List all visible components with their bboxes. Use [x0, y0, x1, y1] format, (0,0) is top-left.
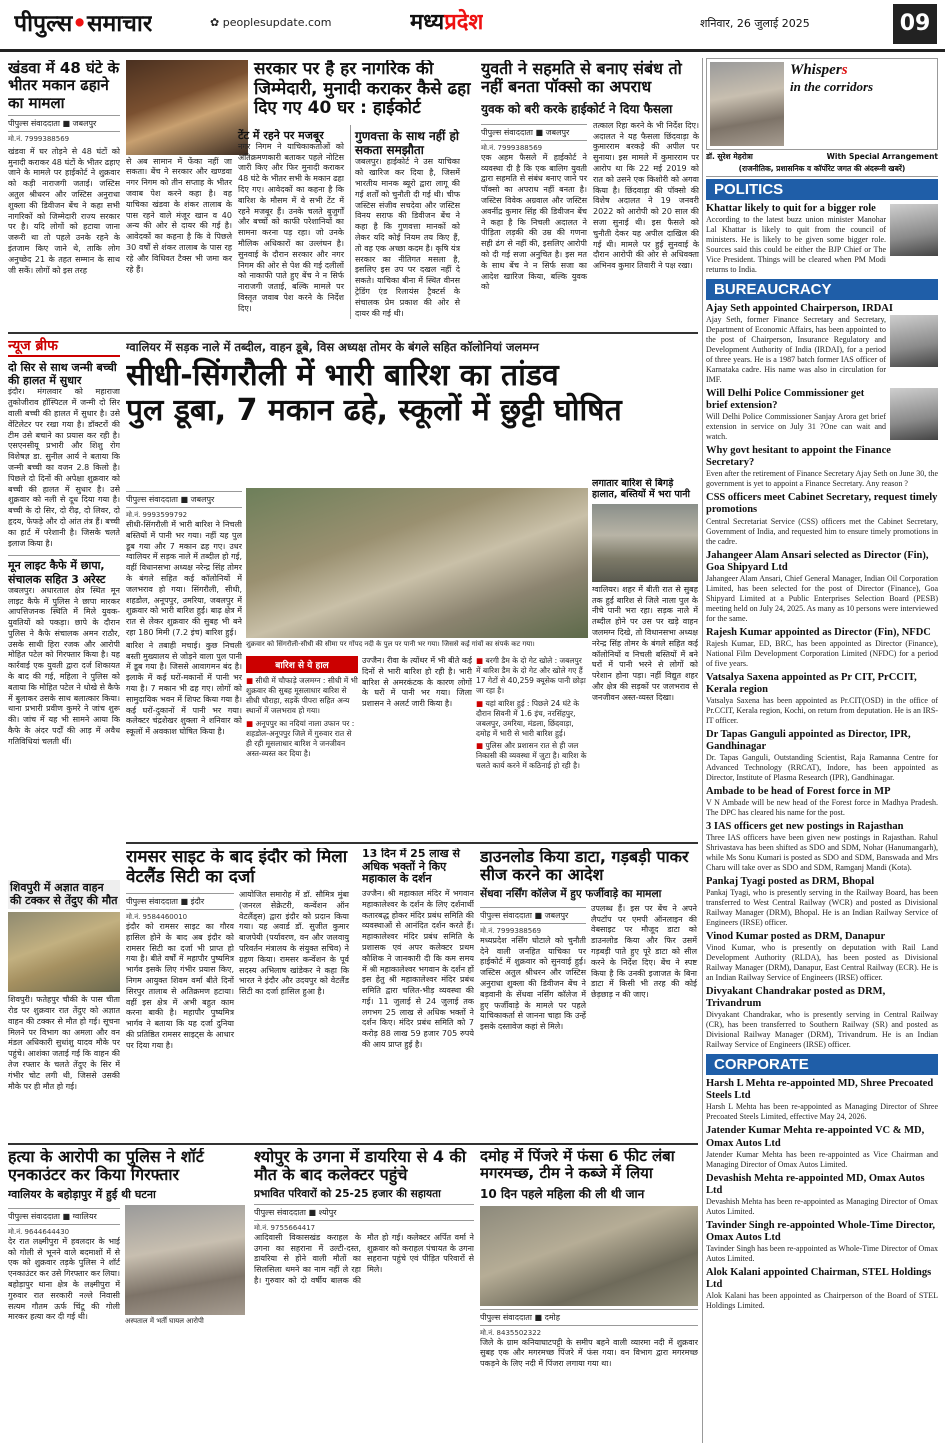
item-text: V N Ambade will be new head of the Forest force in Madhya Pradesh. The DPC has cleared his name for the post.: [706, 798, 938, 817]
headline: खंडवा में 48 घंटे के भीतर मकान ढहाने का मामला: [8, 60, 120, 112]
item-text: Vinod Kumar, who is presently on deputation with Rail Land Development Authority (RLDA), has been posted as Divisional Railway Manager (DRM), Danapur, East Central Railway (ECR). He is an Indian Railway Service of Engineers (IRSE) officer.: [706, 943, 938, 983]
headline: शिवपुरी में अज्ञात वाहन की टक्कर से तेंदुए की मौत: [8, 880, 120, 909]
story-col-2: उपलब्ध हैं। इस पर बेंच ने अपने लैपटॉप पर एमपी ऑनलाइन की वेबसाइट पर मौजूद डाटा को डाउनलोड किया और फिर उसमें गड़बड़ी पाते हुए पूरे डाटा को सील करने के निर्देश दिए। बेंच ने स्पष्ट किया है कि उनकी इजाजत के बिना डाटा में किसी भी तरह की कोई छेड़छाड़ न की जाए।: [591, 903, 697, 1000]
item-text: Pankaj Tyagi, who is presently serving in the Railway Board, has been transferred to West Central Railway (WCR) and posted as Divisional Railway Manager (DRM), Bhopal. He is an Indian Railway Service of Engineers (IRSE) officer.: [706, 888, 938, 928]
subhead: टेंट में रहने पर मजबूर: [238, 128, 324, 142]
crocodile-cage-photo: [480, 1206, 698, 1306]
story-sheopur: [254, 1148, 474, 1443]
brief-body: इंदौर। मंगलवार को महाराजा तुकोजीराव हॉस्पिटल में जन्मी दो सिर वाली बच्ची की हालत में सुधार है। उसे वेंटिलेटर पर रखा गया है। डॉक्टरों की टीम उसे बचाने का प्रयास कर रही है। एसएनसीयू प्रभारी और शिशु रोग विशेषज्ञ डा. सुनील आर्य ने बताया कि जन्मी बच्ची का वजन 2.8 किलो है। पिछले दो दिनों की अपेक्षा शुक्रवार को बच्ची की हालत में सुधार है। उसे शुक्रवार को नली से दूध दिया गया है। बच्ची के दो सिर, दो रीढ़, दो लिवर, दो हृदय, फेफड़े और दो आंत तंत्र हैं। बच्ची का हार्ट में परेशानी है। जिसके चलते इलाज किया है।: [8, 387, 120, 548]
mobile-number: मो.नं. 9644644430: [8, 1227, 70, 1236]
mobile-number: मो.नं. 7999388569: [481, 143, 543, 152]
mobile-number: मो.नं. 9584460010: [126, 913, 188, 922]
item-text: Jahangeer Alam Ansari, Chief General Manager, Indian Oil Corporation Limited, has been selected for the post of Director (Finance), Goa Shipyard Limited at a Public Enterprises Selection Board (PESB) meeting held on July 24, 2025. As many as 10 persons were interviewed for the same.: [706, 573, 938, 623]
item-headline: Devashish Mehta re-appointed MD, Omax Autos Ltd: [706, 1172, 925, 1196]
story-body: शिवपुरी। फतेहपुर चौकी के पास चीता रोड पर शुक्रवार रात तेंदुए को अज्ञात वाहन की टक्कर से मौत हो गई। सूचना मिलने पर विभाग का अमला और वन मंडल अधिकारी सुधांशु यादव मौके पर पहुंचे। आशंका जताई गई कि वाहन की तेज रफ्तार के चलते तेंदुए के सिर में गंभीर चोट लगी थी, जिससे उसकी मौके पर ही मौत हो गई।: [8, 995, 120, 1091]
item-headline: Alok Kalani appointed Chairman, STEL Holdings Ltd: [706, 1266, 932, 1290]
item-headline: Pankaj Tyagi posted as DRM, Bhopal: [706, 876, 875, 888]
headline: रामसर साइट के बाद इंदौर को मिला वेटलैंड सिटी का दर्जा: [126, 848, 348, 887]
item-headline: Ajay Seth appointed Chairperson, IRDAI: [706, 303, 893, 315]
byline: पीपुल्स संवाददाता ■ श्योपुर: [254, 1204, 474, 1221]
columnist-name: डॉ. सुरेश मेहरोत्रा: [706, 152, 753, 161]
headline: दमोह में पिंजरे में फंसा 6 फीट लंबा मगरमच्छ, टीम ने कब्जे में लिया: [480, 1148, 675, 1183]
item-text: Vatsalya Saxena has been appointed as Pr.CIT(OSD) in the office of Pr.CCIT, Kerala region, Kochi, on return from deputation. He is an IRS-IT officer.: [706, 695, 938, 725]
news-brief-title: न्यूज ब्रीफ: [8, 336, 120, 357]
item-headline: CSS officers meet Cabinet Secretary, request timely promotions: [706, 492, 938, 516]
story-data: [480, 848, 698, 1138]
side-body: ग्वालियर। शहर में बीती रात से सुबह तक हुई बारिश से जिले नाला पुल के नीचे पानी भरा रहा। सड़क नाले में तब्दील होने पर उस पर खड़े वाहन जलमग्न दिखे, तो विधानसभा अध्यक्ष नरेन्द्र सिंह तोमर के बंगले सहित कई कॉलोनियों व निचली बस्तियों में बने घरों में पानी भरने से लोगों को परेशान होना पड़ा। नहीं विद्युत शहर और क्षेत्र की सड़कों पर जलभराव से जनजीवन अस्त-व्यस्त दिखा।: [592, 584, 698, 702]
flood-box-2: [476, 656, 588, 834]
page-number: 09: [893, 4, 937, 44]
item-headline: Khattar likely to quit for a bigger role: [706, 203, 876, 214]
story-col-2: तत्काल रिहा करने के भी निर्देश दिए। अदालत ने यह फैसला छिंदवाड़ा के कुमारराम बरकड़े की अपील पर सुनाया। इस मामले में कुमारराम पर आरोप था कि 22 मई 2019 को रात को उसने एक किशोरी को अगवा किया है। छिंदवाड़ा की पॉक्सो की विशेष अदालत ने 19 जनवरी 2022 को आरोपी को 20 साल की सजा सुनाई थी। इस फैसले को चुनौती देकर यह अपील दाखिल की गई थी। मामले पर हुई सुनवाई के दौरान आरोपी की ओर से अधिवक्ता अभिनव कुमार तिवारी ने पक्ष रखा।: [593, 120, 699, 271]
headline: डाउनलोड किया डाटा, गड़बड़ी पाकर सीज करने का आदेश: [480, 848, 689, 885]
sidebar-tagline: (राजनीतिक, प्रशासनिक व कॉर्पोरेट जगत की अंदरूनी खबरें): [706, 164, 938, 177]
item-text: Central Secretariat Service (CSS) officers met the Cabinet Secretary, Government of India, and requested him to ensure timely promotions in the cadre.: [706, 516, 938, 546]
byline: पीपुल्स संवाददाता ■ दमोह: [480, 1309, 698, 1326]
bullet-item: ■ अनूपपुर का नदियां नाला उफान पर : शहडोल-अनूपपुर जिले में गुरुवार रात से ही रही मूसलाधार बारिश ने जनजीवन अस्त-व्यस्त कर दिया है।: [246, 719, 358, 760]
subhead: 10 दिन पहले महिला की ली थी जान: [480, 1186, 645, 1201]
politics-header: POLITICS: [706, 179, 938, 200]
item-headline: Dr Tapas Ganguli appointed as Director, IPR, Gandhinagar: [706, 728, 911, 752]
corporate-header: CORPORATE: [706, 1054, 938, 1075]
side-headline: लगातार बारिश से बिगड़े हालात, बस्तियों में भरा पानी: [592, 478, 690, 501]
story-body: जिले के ग्राम कनियाघाटपट्टी के समीप बहने वाली व्यारमा नदी में शुक्रवार सुबह एक और मगरमच्छ पिंजरे में फंस गया। वन विभाग द्वारा मगरमच्छ पकड़ने के लिए नदी में पिंजरा लगाया गया था।: [480, 1337, 698, 1369]
divider: [8, 1143, 698, 1145]
news-brief: [8, 336, 120, 876]
story-col-3: जबलपुर। हाईकोर्ट ने उस याचिका को खारिज कर दिया है, जिसमें भारतीय मानक ब्यूरो द्वारा लागू की गई शर्तों को चुनौती दी गई थी। चीफ जस्टिस संजीव सचदेवा और जस्टिस विनय सराफ की डिवीजन बेंच ने कहा है कि गुणवत्ता मानकों को लेकर यदि कोई नियम तय किए हैं, तो वह एक अच्छा कदम है। कृषि यंत्र सरकार का नीतिगत मसला है, इसलिए इस उप पर दखल नहीं दे सकते। याचिका बीना में स्थित वीनस ट्रेडिंग एंड रिलायंस ट्रैक्टर्स के संचालक प्रेम प्रकाश की ओर से दायर की गई थी।: [355, 157, 460, 318]
bullet-item: ■ यहां बारिश हुई : पिछले 24 घंटे के दौरान सिवनी में 1.6 इंच, नरसिंहपुर, जबलपुर, उमरिया, मंडला, छिंदवाड़ा, दमोह में भारी से भारी बारिश हुई।: [476, 699, 588, 740]
byline: पीपुल्स संवाददाता ■ जबलपुर: [481, 124, 587, 141]
flood-col-3: उज्जैन। रीवा के त्योंथर में भी बीते कई दिनों से भारी बारिश हो रही है। भारी बारिश से अमरकंटक के कारण लोगों के घरों में पानी भर गया। जिला प्रशासन ने अलर्ट जारी किया है।: [362, 656, 472, 709]
subhead: गुणवत्ता के साथ नहीं हो सकता समझौता: [355, 128, 459, 158]
brand-logo: पीपुल्स•समाचार: [14, 10, 153, 37]
item-headline: Vinod Kumar posted as DRM, Danapur: [706, 931, 886, 943]
khattar-photo: [890, 204, 938, 256]
item-text: Dr. Tapas Ganguli, Outstanding Scientist, Raja Ramanna Centre for Advanced Technology (RRCAT), Indore, has been appointed as Director, Institute of Plasma Research (IPR), Gandhinagar.: [706, 752, 938, 782]
story-col-1: एक अहम फैसले में हाईकोर्ट ने व्यवस्था दी है कि एक बालिग युवती द्वारा सहमति से संबंध बनाए जाने पर पॉक्सो का अपराध नहीं बनता है। जस्टिस विवेक अग्रवाल और जस्टिस अवनींद्र कुमार सिंह की डिवीजन बेंच ने कहा है कि निचली अदालत ने पीड़िता लड़की की उम्र की गणना सही ढंग से नहीं की, इसलिए आरोपी को दी गई सजा अनुचित है। इस मत के साथ बेंच ने न सिर्फ सजा का आदेश खारिज किया, बल्कि युवक को: [481, 152, 587, 292]
divider: [8, 332, 698, 334]
item-headline: Ambade to be head of Forest force in MP: [706, 785, 891, 797]
story-col-1: मध्यप्रदेश नर्सिंग घोटाले को चुनौती देने वाली जनहित याचिका पर हाईकोर्ट में शुक्रवार को सुनवाई हुई। जस्टिस अतुल श्रीधरन और जस्टिस अनुराधा शुक्ला की डिवीजन बेंच ने बड़वानी के सेंधवा नर्सिंग कॉलेज में हुए फर्जीवाड़े के मामले पर पहले याचिकाकर्ता से जानना चाहा कि उन्हें इसके दस्तावेज कहां से मिले।: [480, 935, 586, 1032]
mobile-number: मो.नं. 7999388569: [8, 134, 70, 143]
story-col-2: बारिश ने तबाही मचाई। कुछ निचली बस्ती मुख्यालय से जोड़ने वाला पुल पानी में डूब गया है। जिससे आवागमन बंद है। इलाके में कई घरों-मकानों में पानी भर गया है। 7 मकान भी ढह गए। लोगों को सामुदायिक भवन में शिफ्ट किया गया है। कई घरों-दुकानों में पानी भर गया। कलेक्टर चंद्रशेखर शुक्ला ने शनिवार को स्कूलों में अवकाश घोषित किया है।: [126, 640, 242, 737]
photo-caption: अस्पताल में भर्ती घायल आरोपी: [125, 1316, 204, 1325]
item-headline: Will Delhi Police Commissioner get brief extension?: [706, 388, 865, 412]
item-headline: 3 IAS officers get new postings in Rajasthan: [706, 821, 904, 832]
subhead: युवक को बरी करके हाईकोर्ट ने दिया फैसला: [481, 101, 673, 116]
masthead: [0, 0, 945, 52]
headline: सीधी-सिंगरौली में भारी बारिश का तांडव: [126, 358, 559, 393]
flood-side: [592, 478, 698, 833]
submerged-car-photo: [592, 504, 698, 582]
item-headline: Harsh L Mehta re-appointed MD, Shree Precoated Steels Ltd: [706, 1078, 934, 1102]
story-croc: [480, 1148, 698, 1443]
section-title: मध्यप्रदेश: [410, 9, 484, 35]
item-text: Tavinder Singh has been re-appointed as Whole-Time Director of Omax Autos Limited.: [706, 1243, 938, 1263]
item-headline: Divyakant Chandrakar posted as DRM, Trivandrum: [706, 986, 886, 1010]
story-body: देर रात लक्ष्मीपुरा में हवलदार के भाई को गोली से भूनने वाले बदमाशों में से एक को शुक्रवार तड़के पुलिस ने शॉर्ट एनकाउंटर कर उसे गिरफ्तार कर लिया। बहोड़ापुर थाना क्षेत्र के लक्ष्मीपुरा में गुरुवार रात सरकारी नल्ले निवासी सत्यम गौतम ऊर्फ चिंटू की गोली मारकर हत्या कर दी गई थी।: [8, 1236, 120, 1322]
subhead: प्रभावित परिवारों को 25-25 हजार की सहायता: [254, 1187, 441, 1200]
headline: पुल डूबा, 7 मकान ढहे, स्कूलों में छुट्टी घोषित: [126, 392, 622, 428]
item-headline: Jahangeer Alam Ansari selected as Director (Fin), Goa Shipyard Ltd: [706, 549, 929, 573]
story-leopard: [8, 880, 120, 1130]
headline: युवती ने सहमति से बनाए संबंध तो नहीं बनता पॉक्सो का अपराध: [481, 60, 682, 97]
bullet-item: ■ पुलिस और प्रशासन रात से ही जल निकासी की व्यवस्था में जुटा है। बारिश के चलते कार्य करने में कठिनाई हो रही है।: [476, 741, 588, 771]
photo-caption: शुक्रवार को सिंगरौली-सीधी की सीमा पर गोंपद नदी के पुल पर पानी भर गया। जिससे कई गांवों का संपर्क कट गया।: [246, 640, 535, 648]
item-headline: Jatender Kumar Mehta re-appointed VC & MD, Omax Autos Ltd: [706, 1125, 925, 1149]
arrangement-note: With Special Arrangement: [826, 152, 938, 161]
kicker: ग्वालियर में सड़क नाले में तब्दील, वाहन डूबे, विस अध्यक्ष तोमर के बंगले सहित कॉलोनियां जलमग्न: [126, 340, 539, 354]
byline: पीपुल्स संवाददाता ■ जबलपुर: [126, 491, 242, 508]
byline: पीपुल्स संवाददाता ■ जबलपुर: [480, 907, 586, 924]
bullet-item: ■ बरगी डैम के दो गेट खोले : जबलपुर में बारिश डैम के दो गेट और खोले गए हैं 17 गेटों से 40,259 क्यूसेक पानी छोड़ा जा रहा है।: [476, 656, 588, 697]
brief-headline: मून लाइट कैफे में छापा, संचालक सहित 3 अरेस्ट: [8, 555, 120, 585]
brief-body: जबलपुर। अधारताल क्षेत्र स्थित मून लाइट कैफे में पुलिस ने छापा मारकर आपत्तिजनक स्थिति में मिले युवक-युवतियों को पकड़ा। छापे के दौरान पुलिस ने कैफे संचालक अमन राठौर, उसके साथी हिरा रजक और आरोपी मोहित पटेल को गिरफ्तार किया है। यह कार्रवाई एक युवती द्वारा दर्ज शिकायत के बाद की गई, महिला ने पुलिस को बताया कि मोहित पटेल ने धोखे से कैफे में बुलाकर उसके साथ बलात्कार किया। थाना प्रभारी प्रवीण कुमरे ने जांच शुरू की। जांच में यह भी सामने आया कि कैफे के अंदर पर्दों की आड़ में अवैध गतिविधियां चलती थीं।: [8, 585, 120, 746]
headline: हत्या के आरोपी का पुलिस ने शॉर्ट एनकाउंटर कर किया गिरफ्तार: [8, 1148, 204, 1185]
item-text: Will Delhi Police Commissioner Sanjay Arora get brief extension in service on July 31 ?One can wait and watch.: [706, 412, 886, 442]
story-col-1: इंदौर को रामसर साइट का गौरव हासिल होने के बाद अब इंदौर को रामसर सिटी का दर्जा भी प्राप्त हो गया है। बीते वर्षों में महापौर पुष्यमित्र भार्गव इसके लिए गंभीर प्रयास किए, निगम आयुक्त शिवम वर्मा बीते दिनों सिरपुर तालाब से अतिक्रमण हटाया। वहीं इस क्षेत्र में अभी बहुत काम करना बाकी है। महापौर पुष्यमित्र भार्गव ने बताया कि यह दर्जा दुनिया की प्रतिष्ठित रामसर साइट्स के आधार पर दिया गया है।: [126, 922, 234, 1050]
box-label: बारिश से ये हाल: [246, 656, 358, 673]
columnist-photo: [710, 62, 784, 146]
column-divider: [702, 58, 703, 1443]
item-headline: Vatsalya Saxena appointed as Pr CIT, PrCCIT, Kerala region: [706, 671, 917, 695]
story-col-2: आयोजित समारोह में डॉ. सौमित्र मुंबा (जनरल सेक्रेटरी, कन्वेंशन ऑन वेटलैंड्स) द्वारा इंदौर को प्रदान किया गया। यह अवार्ड डॉ. सुजीत कुमार बाजपेयी (पर्यावरण, वन और जलवायु परिवर्तन मंत्रालय के संयुक्त सचिव) ने ग्रहण किया। रामसर कन्वेंशन के पूर्व सदस्य अभिलाष खांडेकर ने कहा कि भारत ने इंदौर और उदयपुर को वेटलैंड सिटी का दर्जा हासिल हुआ है।: [239, 890, 349, 997]
story-col-1: से अब सामान में फेंका नहीं जा सकता। बेंच ने सरकार और खण्डवा नगर निगम को तीन सप्ताह के भीतर जवाब पेश करने कहा है। वह याचिका खंडवा के शंकर तालाब के पास रहने वाले मंजूर खान व 40 अन्य की ओर से दायर की गई है। आवेदकों का कहना है कि वे पिछले 30 वर्षों से शंकर तालाब के पास रह रहे और विधिवत टैक्स भी जमा कर रहे हैं।: [126, 156, 232, 274]
story-body: आदिवासी विकासखंड कराहल के उगना का सहराना में उल्टी-दस्त, डायरिया से होने वाली मौतों का सिलसिला थमने का नाम नहीं ले रहा है। गुरुवार को दो वर्षीय बालक की मौत हो गई। कलेक्टर अर्पित वर्मा ने शुक्रवार को कराहल पंचायत के उगना सहराना पहुंचे एवं पीड़ित परिवारों से मिले।: [254, 1232, 474, 1285]
item-text: Harsh L Mehta has been re-appointed as Managing Director of Shree Precoated Steels Limited, effective May 24, 2026.: [706, 1102, 938, 1122]
story-encounter: [8, 1148, 248, 1443]
dateline: शनिवार, 26 जुलाई 2025: [700, 17, 810, 30]
mobile-number: मो.नं. 9755664417: [254, 1223, 316, 1232]
item-headline: Rajesh Kumar appointed as Director (Fin), NFDC: [706, 626, 931, 638]
story-col-2: नगर निगम ने याचिकाकर्ताओं को अतिक्रमणकारी बताकर पहले नोटिस जारी किए और फिर मुनादी कराकर 48 घंटे के भीतर सभी के मकान ढहा दिए गए। आवेदकों का कहना है कि बारिश के मौसम में वे सभी टेंट में रहने मजबूर हैं। उनके चलते बुजुर्गों और बच्चों को काफी परेशानियों का सामना करना पड़ रहा। जो उनके मौलिक अधिकारों का उल्लंघन है। सुनवाई के दौरान सरकार और नगर निगम की ओर से पेश की गई दलीलों को नाकाफी पाते हुए बेंच ने न सिर्फ नाराजगी जताई, बल्कि मामले पर विस्तृत जवाब पेश करने के निर्देश दिए।: [238, 141, 344, 313]
story-khandwa: [8, 60, 120, 325]
item-text: Jatender Kumar Mehta has been re-appointed as Vice Chairman and Managing Director of Omax Autos Limited.: [706, 1149, 938, 1169]
item-text: According to the latest buzz union minister Manohar Lal Khattar is likely to quit from the council of ministers. He is likely to be given some bigger role. Sources said this could be either the BJP Chief or The Vice President. Things will be cleared when PM Modi returns to India.: [706, 215, 886, 275]
headline: 13 दिन में 25 लाख से अधिक भक्तों ने किए महाकाल के दर्शन: [362, 848, 460, 886]
item-text: Even after the retirement of Finance Secretary Ajay Seth on June 30, the government is yet to appoint a Finance Secretary. Any reason ?: [706, 469, 938, 489]
item-headline: Tavinder Singh re-appointed Whole-Time Director, Omax Autos Ltd: [706, 1219, 935, 1243]
story-court: [126, 60, 476, 330]
leopard-photo: [8, 912, 120, 992]
story-mahakal: [362, 848, 474, 1138]
byline: पीपुल्स संवाददाता ■ जबलपुर: [8, 115, 120, 132]
item-text: Ajay Seth, former Finance Secretary and Secretary, Department of Economic Affairs, has been appointed to the post of Chairperson, Insurance Regulatory and Development Authority of India (IRDAI), for a period of three years. He is a 1987 batch former IAS officer of Karnataka cadre. His name was also in circulation for IMF.: [706, 315, 886, 385]
byline: पीपुल्स संवाददाता ■ ग्वालियर: [8, 1208, 120, 1225]
bureaucracy-header: BUREAUCRACY: [706, 279, 938, 300]
story-col-1: सीधी-सिंगरौली में भारी बारिश ने निचली बस्तियों में पानी भर गया। नहीं यह पुल डूब गया और 7 मकान ढह गए। उधर ग्वालियर में सड़क नाले में तब्दील हो गई, वहीं विधानसभा अध्यक्ष नरेन्द्र सिंह तोमर के बंगले सहित कई कॉलोनियों में जलभराव हो गया। सिंगरौली, सीधी, शहडोल, अनूपपुर, उमरिया, जबलपुर में शुक्रवार को भारी बारिश हुई। बाढ़ क्षेत्र में रात से लेकर शुक्रवार की सुबह भी बने रहा 180 मिमी (7.2 इंच) बारिश हुई।: [126, 520, 242, 637]
headline: श्योपुर के उगना में डायरिया से 4 की मौत के बाद कलेक्टर पहुंचे: [254, 1148, 466, 1185]
item-headline: Why govt hesitant to appoint the Finance Secretary?: [706, 445, 891, 469]
subhead: ग्वालियर के बहोड़ापुर में हुई थी घटना: [8, 1187, 156, 1201]
item-text: Divyakant Chandrakar, who is presently serving in Central Railway (CR), has been transferred to Southern Railway (SR) and posted as Divisional Railway Manager (DRM), Trivandrum. He is an Indian Railway Service of Engineers (IRSE) officer.: [706, 1010, 938, 1050]
story-body: उज्जैन। श्री महाकाल मंदिर में भगवान महाकालेश्वर के दर्शन के लिए दर्शनार्थी कतारबद्ध होकर मंदिर प्रबंध समिति की व्यवस्थाओं से आनंदित दर्शन करते हैं। महाकालेश्वर मंदिर प्रबंध समिति के प्रशासक एवं अपर कलेक्टर प्रथम कौशिक ने जानकारी दी कि कम समय में श्री महाकालेश्वर भगवान के दर्शन हों इस हेतु श्री महाकालेश्वर मंदिर प्रबंध समिति द्वारा चलित-भीड़ व्यवस्था की गई। 11 जुलाई से 24 जुलाई तक लगभग 25 लाख से अधिक भक्तों ने दर्शन किए। मंदिर प्रबंध समिति को 7 करोड़ 88 लाख 59 हजार 705 रुपये की आय प्राप्त हुई है।: [362, 888, 474, 1050]
accused-hospital-photo: [125, 1205, 245, 1315]
whispers-logo: Whispers in the corridors: [790, 62, 874, 94]
story-ramsar: [126, 848, 352, 1138]
headline: सरकार पर है हर नागरिक की जिम्मेदारी, मुनादी कराकर कैसे ढहा दिए गए 40 घर : हाईकोर्ट: [254, 60, 471, 119]
whispers-sidebar: [706, 58, 938, 1443]
divider: [126, 842, 698, 844]
item-text: Devashish Mehta has been re-appointed as Managing Director of Omax Autos Limited.: [706, 1196, 938, 1216]
brief-headline: दो सिर से साथ जन्मी बच्ची की हालत में सुधार: [8, 361, 117, 388]
story-body: खंडवा में घर तोड़ने से 48 घंटों को मुनादी कराकर 48 घंटों के भीतर ढहाए जाने के मामले पर हाईकोर्ट ने शुक्रवार को कड़ी नाराजगी जताई। जस्टिस अतुल श्रीधरन और जस्टिस अनुराधा शुक्ला की डिवीजन बेंच ने कहा सभी नागरिकों को जिम्मेदारी राज्य सरकार पर है। यदि लोगों को हटाया जाना जरूरी था तो पहले उनके रहने के इंतजाम किए जाने थे, ताकि लोग अनुच्छेद 21 के तहत सम्मान के साथ जी सकें। लोगों को इस तरह: [8, 146, 120, 275]
mobile-number: मो.नं. 7999388569: [480, 926, 542, 935]
bullet-item: ■ सीधी में चौफाड़े जलमग्न : सीधी में भी शुक्रवार की सुबह मूसलाधार बारिश से सीधी चौराहा, सड़कें पीपरा सहित अन्य स्थानों में जलभराव हो गया।: [246, 676, 358, 717]
flood-box-1: [246, 656, 358, 834]
ajay-seth-photo: [890, 315, 938, 367]
story-pocso: [481, 60, 699, 330]
item-text: Three IAS officers have been given new postings in Rajasthan. Rahul Shrivastava has been shifted as SDO and SDM, Nohar (Hanumangarh), while Ms Sonu Kumari is posted as SDO and SDM, Banswada and Mrs Charu will take over as SDO and SDM, Ramganj Mandi (Kota).: [706, 833, 938, 873]
flood-col-1: [126, 488, 242, 833]
mobile-number: मो.नं. 8435502322: [480, 1328, 542, 1337]
flood-bridge-photo: [246, 488, 588, 638]
site-url: ✿ peoplesupdate.com: [210, 16, 332, 29]
byline: पीपुल्स संवाददाता ■ इंदौर: [126, 893, 234, 910]
mobile-number: मो.नं. 9993599792: [126, 511, 188, 519]
item-text: Alok Kalani has been appointed as Chairperson of the Board of STEL Holdings Limited.: [706, 1290, 938, 1310]
police-commissioner-photo: [890, 388, 938, 440]
item-text: Rajesh Kumar, ED, BRC, has been appointed as Director (Finance), National Film Development Corporation Limited (NFDC) for a period of five years.: [706, 638, 938, 668]
subhead: सेंधवा नर्सिंग कॉलेज में हुए फर्जीवाड़े का मामला: [480, 887, 662, 900]
